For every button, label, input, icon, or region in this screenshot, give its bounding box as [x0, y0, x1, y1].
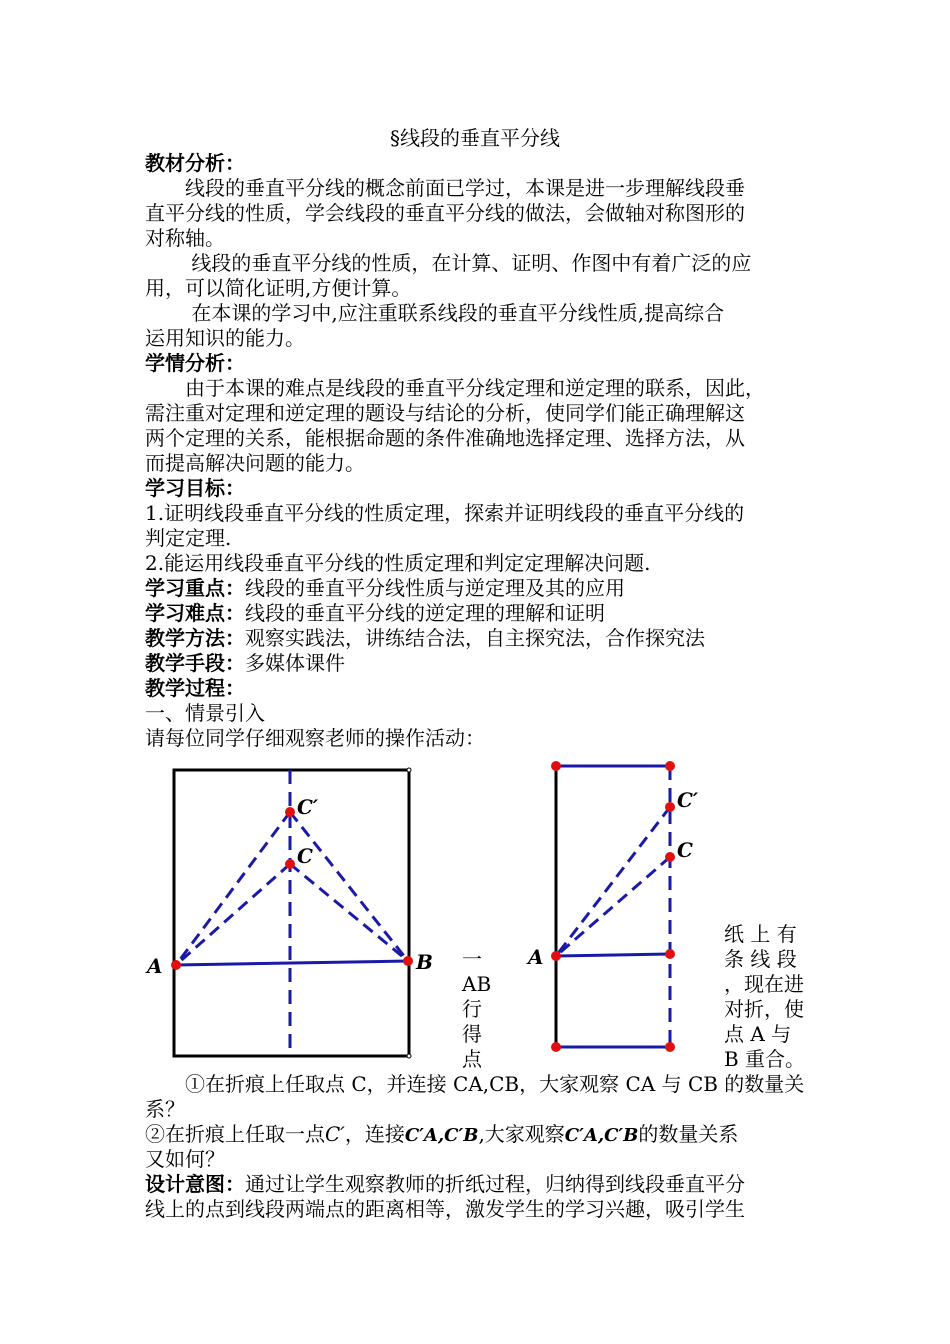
- point-corner-br: [665, 1042, 675, 1052]
- shouduan-row: [145, 651, 345, 676]
- fangfa-text: 观察实践法，讲练结合法，自主探究法，合作探究法: [245, 626, 705, 650]
- q2-text-b: ，连接: [344, 1122, 405, 1146]
- figure-right: [520, 755, 720, 1055]
- segment-CA: [176, 864, 290, 965]
- point-B-folded: [665, 949, 675, 959]
- sheji-text-1: 通过让学生观察教师的折纸过程，归纳得到线段垂直平分: [245, 1172, 745, 1196]
- q2-text-d: 的数量关系: [638, 1122, 739, 1146]
- mubiao-item2: 2.能运用线段垂直平分线的性质定理和判定定理解决问题.: [145, 551, 651, 575]
- fangfa-row: [145, 626, 705, 651]
- label-Cp: C′: [297, 795, 319, 819]
- segment-AB-folded: [556, 954, 670, 956]
- label-A: A: [147, 954, 163, 978]
- nandian-text: 线段的垂直平分线的逆定理的理解和证明: [245, 601, 605, 625]
- figure-left: [140, 760, 440, 1070]
- point-A-folded: [551, 951, 561, 961]
- point-C-folded: [665, 852, 675, 862]
- q2-formula-1: C′A,C′B: [404, 1125, 479, 1146]
- jiaocai-p1-line2: 直平分线的性质，学会线段的垂直平分线的做法，会做轴对称图形的: [145, 201, 745, 225]
- wrap-right-4: 对折，使: [724, 997, 804, 1021]
- point-corner-tl: [551, 761, 561, 771]
- wrap-right-6: B 重合。: [724, 1047, 806, 1071]
- label-Cp-folded: C′: [677, 788, 699, 812]
- segment-CpA-folded: [556, 807, 670, 956]
- jiaocai-p2-line2: 用，可以简化证明,方便计算。: [145, 276, 412, 300]
- xueqing-heading: 学情分析：: [145, 351, 245, 375]
- question-2-line2: 又如何？: [145, 1147, 225, 1171]
- fangfa-label: 教学方法：: [145, 626, 245, 650]
- xueqing-line1: 由于本课的难点是线段的垂直平分线定理和逆定理的联系，因此，: [145, 376, 765, 400]
- wrap-left-4: 得: [462, 1022, 482, 1046]
- question-2-line1: [145, 1122, 738, 1148]
- label-C-folded: C: [677, 838, 693, 862]
- label-C: C: [297, 844, 313, 868]
- wrap-right-3: ，现在进: [724, 972, 804, 996]
- sheji-label: 设计意图：: [145, 1172, 245, 1196]
- segment-CpB: [290, 812, 408, 961]
- sheji-row: [145, 1172, 745, 1197]
- nandian-label: 学习难点：: [145, 601, 245, 625]
- zhongdian-row: [145, 576, 625, 601]
- wrap-left-2: AB: [462, 972, 492, 996]
- guocheng-heading: 教学过程：: [145, 676, 245, 700]
- wrap-left-3: 行: [462, 997, 482, 1021]
- jiaocai-p3-line1: 在本课的学习中,应注重联系线段的垂直平分线性质,提高综合: [145, 301, 725, 325]
- point-A: [171, 960, 181, 970]
- point-C: [285, 859, 295, 869]
- point-Cp: [285, 807, 295, 817]
- corner-dot: [407, 1054, 411, 1058]
- zhongdian-text: 线段的垂直平分线性质与逆定理及其的应用: [245, 576, 625, 600]
- jiaocai-p1-line1: 线段的垂直平分线的概念前面已学过，本课是进一步理解线段垂: [145, 176, 745, 200]
- q2-text-a: ②在折痕上任取一点: [145, 1122, 325, 1146]
- segment-CpA: [176, 812, 290, 965]
- label-A-folded: A: [528, 945, 544, 969]
- mubiao-heading: 学习目标：: [145, 476, 245, 500]
- jiaocai-p3-line2: 运用知识的能力。: [145, 326, 305, 350]
- xueqing-line2: 需注重对定理和逆定理的题设与结论的分析，使同学们能正确理解这: [145, 401, 745, 425]
- shouduan-text: 多媒体课件: [245, 651, 345, 675]
- corner-dot: [407, 768, 411, 772]
- page-title: §线段的垂直平分线: [390, 126, 560, 150]
- nandian-row: [145, 601, 605, 626]
- wrap-left-1: 一: [462, 947, 482, 971]
- wrap-right-2: 条 线 段: [724, 947, 797, 971]
- mubiao-item1-line2: 判定定理.: [145, 526, 232, 550]
- point-corner-bl: [551, 1042, 561, 1052]
- xueqing-line3: 两个定理的关系，能根据命题的条件准确地选择定理、选择方法，从: [145, 426, 745, 450]
- point-corner-tr: [665, 761, 675, 771]
- segment-AB: [176, 961, 408, 965]
- segment-CA-folded: [556, 857, 670, 956]
- jiaocai-p1-line3: 对称轴。: [145, 226, 225, 250]
- segment-CB: [290, 864, 408, 961]
- shouduan-label: 教学手段：: [145, 651, 245, 675]
- wrap-right-5: 点 A 与: [724, 1022, 792, 1046]
- wrap-left-5: 点: [462, 1047, 482, 1071]
- jiaocai-p2-line1: 线段的垂直平分线的性质，在计算、证明、作图中有着广泛的应: [145, 251, 752, 275]
- sheji-line2: 线上的点到线段两端点的距离相等，激发学生的学习兴趣，吸引学生: [145, 1197, 745, 1221]
- zhongdian-label: 学习重点：: [145, 576, 245, 600]
- section-1-title: 一、情景引入: [145, 701, 265, 725]
- q2-text-c: ,大家观察: [478, 1122, 565, 1146]
- xueqing-line4: 而提高解决问题的能力。: [145, 451, 365, 475]
- intro-line: 请每位同学仔细观察老师的操作活动：: [145, 726, 485, 750]
- question-1-line1: ①在折痕上任取点 C，并连接 CA,CB，大家观察 CA 与 CB 的数量关: [145, 1072, 805, 1096]
- wrap-right-1: 纸 上 有: [724, 922, 797, 946]
- q2-formula-2: C′A,C′B: [564, 1125, 639, 1146]
- label-B: B: [416, 950, 433, 974]
- jiaocai-heading: 教材分析：: [145, 151, 245, 175]
- q2-cprime: C′: [325, 1122, 345, 1146]
- mubiao-item1-line1: 1.证明线段垂直平分线的性质定理，探索并证明线段的垂直平分线的: [145, 501, 745, 525]
- point-B: [403, 956, 413, 966]
- point-Cp-folded: [665, 802, 675, 812]
- question-1-line2: 系？: [145, 1097, 185, 1121]
